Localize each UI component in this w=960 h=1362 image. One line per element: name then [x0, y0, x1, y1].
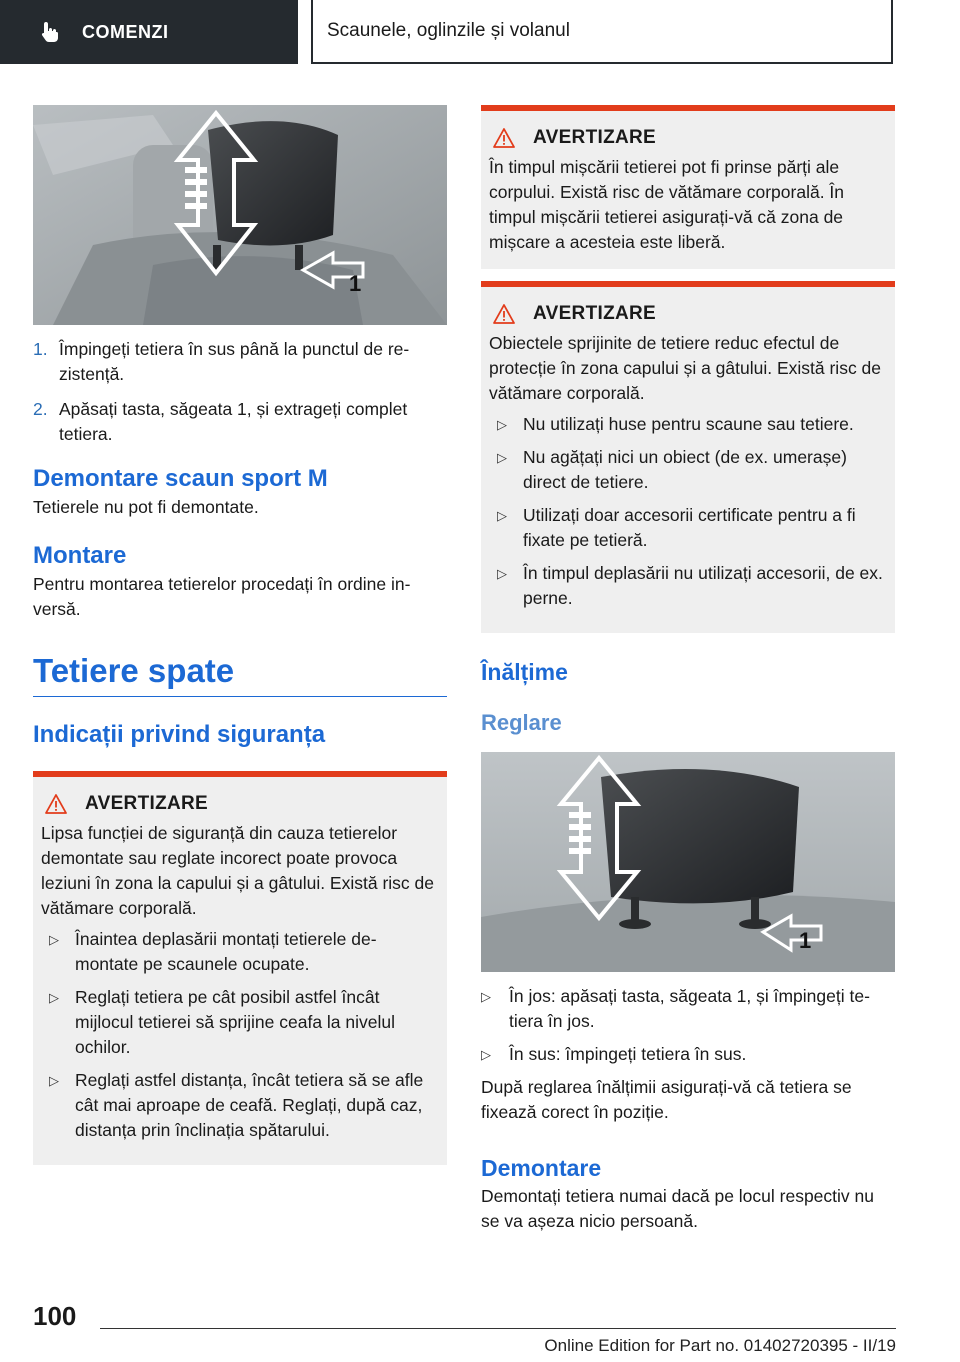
section-tab	[0, 0, 298, 64]
headrest-illustration	[481, 752, 895, 972]
page-header	[0, 0, 960, 66]
figure-callout-1: 1	[799, 928, 812, 953]
list-item: ▷ Înaintea deplasării montați tetierele de-montate pe scaunele ocupate.	[41, 927, 439, 977]
list-item: ▷ Utilizați doar accesorii certificate pentru a fi fixate pe tetieră.	[489, 503, 887, 553]
warning-box	[481, 105, 895, 269]
triangle-bullet-icon: ▷	[481, 1047, 491, 1062]
headrest-adjust-figure	[481, 752, 895, 972]
paragraph: Demontați tetiera numai dacă pe locul respectiv nu se va așeza nicio persoană.	[481, 1186, 874, 1231]
warning-text: În timpul mișcării tetierei pot fi prinse părți ale corpului. Există risc de vătămare corporală. În timpul mișcării tetierei asigurați-vă că zona de mișcare a acesteia este liberă.	[489, 157, 845, 252]
list-item: ▷ În jos: apăsați tasta, săgeata 1, și împingeți te-tiera în jos.	[481, 984, 895, 1034]
headrest-illustration	[33, 105, 447, 325]
heading-indicatii: Indicații privind siguranța	[33, 721, 326, 748]
figure-callout-1: 1	[349, 271, 362, 296]
triangle-bullet-icon: ▷	[481, 989, 491, 1004]
heading-inaltime: Înălțime	[481, 659, 568, 685]
list-item: ▷ Nu utilizați huse pentru scaune sau tetiere.	[489, 412, 887, 437]
list-item: ▷ În timpul deplasării nu utilizați accesorii, de ex. perne.	[489, 561, 887, 611]
headrest-removal-figure	[33, 105, 447, 325]
left-column	[33, 105, 447, 1165]
paragraph: După reglarea înălțimii asigurați-vă că tetiera se fixează corect în poziție.	[481, 1077, 852, 1122]
page-number: 100	[33, 1301, 77, 1331]
warning-text: Lipsa funcției de siguranță din cauza tetierelor demontate sau reglate incorect poate provoca leziuni în zona la capului și a gâtului. Există risc de vătămare corporală.	[41, 823, 434, 918]
right-column	[481, 105, 895, 1234]
edition-note: Online Edition for Part no. 01402720395 - II/19	[544, 1336, 896, 1355]
warning-box	[33, 771, 447, 1165]
triangle-bullet-icon: ▷	[49, 1073, 59, 1088]
adjust-bullets	[481, 984, 895, 1067]
triangle-bullet-icon: ▷	[497, 508, 507, 523]
triangle-bullet-icon: ▷	[497, 566, 507, 581]
warning-box	[481, 281, 895, 633]
list-item: ▷ Reglați tetiera pe cât posibil astfel încât mijlocul tetierei să sprijine ceafa la nivelul ochilor.	[41, 985, 439, 1060]
warning-title: AVERTIZARE	[85, 793, 208, 814]
removal-steps	[33, 337, 447, 447]
list-item: 2. Apăsați tasta, săgeata 1, și extrageți complet tetiera.	[33, 399, 408, 444]
list-item: ▷ Nu agățați nici un obiect (de ex. umerașe) direct de tetiere.	[489, 445, 887, 495]
section-title: COMENZI	[82, 21, 169, 42]
heading-demontare-sport: Demontare scaun sport M	[33, 465, 328, 492]
paragraph: Tetierele nu pot fi demontate.	[33, 497, 259, 517]
paragraph: Pentru montarea tetierelor procedați în ordine in-versă.	[33, 574, 411, 619]
triangle-bullet-icon: ▷	[49, 932, 59, 947]
triangle-bullet-icon: ▷	[497, 417, 507, 432]
warning-triangle-icon	[493, 304, 515, 324]
warning-bullets	[489, 412, 887, 611]
warning-bullets	[41, 927, 439, 1143]
chapter-title: Scaunele, oglinzile și volanul	[311, 0, 893, 64]
warning-triangle-icon	[45, 794, 67, 814]
heading-demontare: Demontare	[481, 1155, 602, 1181]
heading-montare: Montare	[33, 542, 127, 569]
warning-title: AVERTIZARE	[533, 127, 656, 148]
list-item: ▷ În sus: împingeți tetiera în sus.	[481, 1042, 895, 1067]
warning-text: Obiectele sprijinite de tetiere reduc efectul de protecție în zona capului și a gâtului. Există risc de vătămare corporală.	[489, 333, 882, 403]
heading-tetiere-spate: Tetiere spate	[33, 652, 447, 697]
warning-title: AVERTIZARE	[533, 303, 656, 324]
footer-divider	[100, 1328, 896, 1329]
triangle-bullet-icon: ▷	[49, 990, 59, 1005]
hand-pointer-icon	[38, 20, 62, 44]
triangle-bullet-icon: ▷	[497, 450, 507, 465]
heading-reglare: Reglare	[481, 710, 562, 735]
list-item: ▷ Reglați astfel distanța, încât tetiera să se afle cât mai aproape de ceafă. Reglați, după caz, distanța prin înclinația spătarului.	[41, 1068, 439, 1143]
warning-triangle-icon	[493, 128, 515, 148]
list-item: 1. Împingeți tetiera în sus până la punctul de re-zistență.	[33, 339, 410, 384]
